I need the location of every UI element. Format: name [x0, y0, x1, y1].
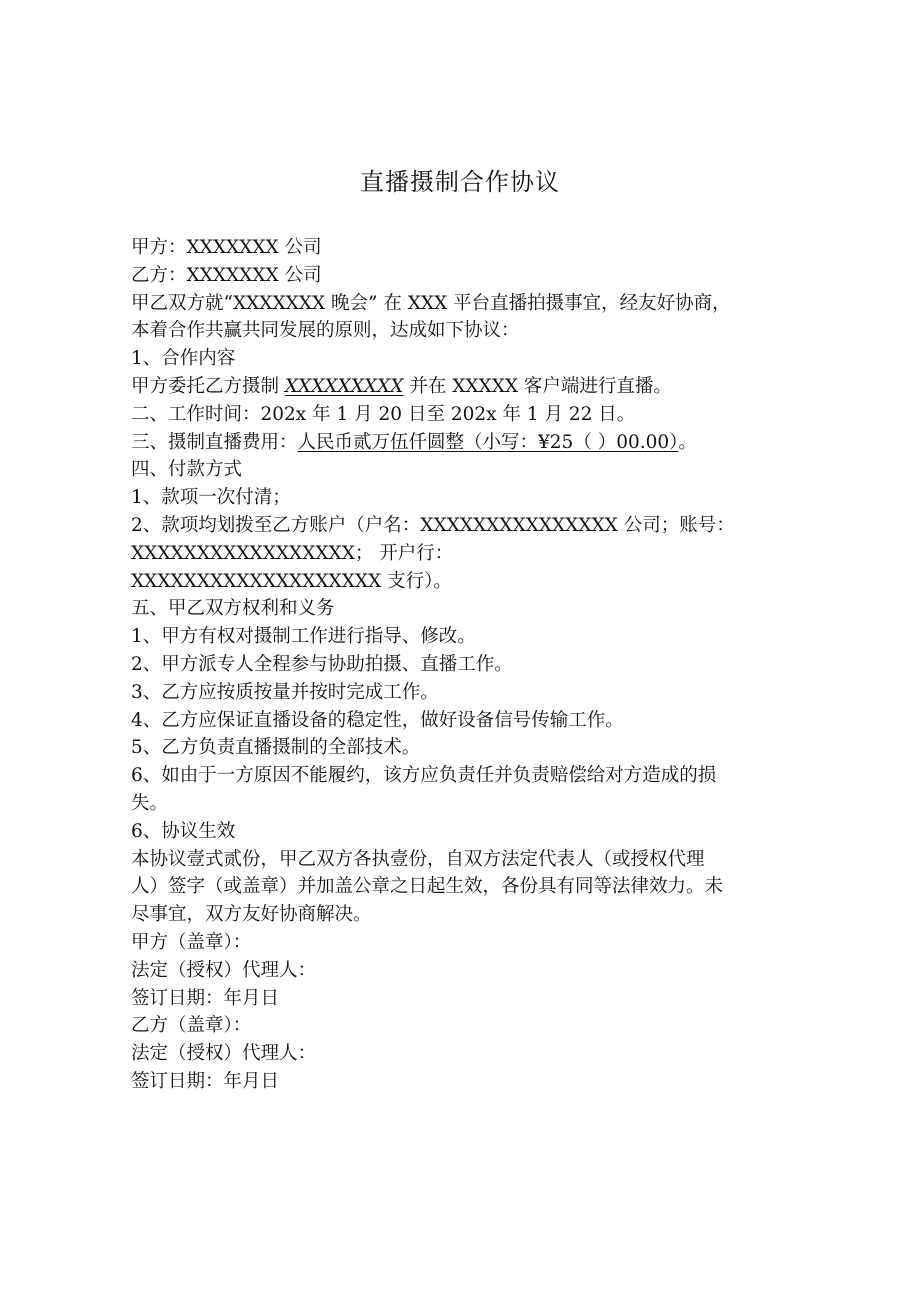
rights-item-2: 2、甲方派专人全程参与协助拍摄、直播工作。 [131, 653, 513, 675]
document-body [131, 234, 781, 1096]
section-cooperation-heading: 1、合作内容 [131, 348, 236, 370]
effect-line-1: 本协议壹式贰份，甲乙双方各执壹份，自双方法定代表人（或授权代理 [131, 848, 705, 870]
party-b-agent-label: 法定（授权）代理人： [131, 1043, 317, 1065]
party-a-seal-label: 甲方（盖章）： [131, 931, 252, 953]
section-rights-heading: 五、甲乙双方权利和义务 [131, 598, 335, 620]
rights-item-6-line-2: 失。 [131, 792, 169, 814]
content-suffix: 并在 XXXXX 客户端进行直播。 [403, 375, 672, 397]
document-title: 直播摄制合作协议 [360, 168, 560, 196]
intro-line-2: 本着合作共赢共同发展的原则，达成如下协议： [131, 320, 520, 342]
effect-line-3: 尽事宜，双方友好协商解决。 [131, 904, 372, 926]
work-time-line: 二、工作时间：202x 年 1 月 20 日至 202x 年 1 月 22 日。 [131, 403, 636, 425]
rights-item-3: 3、乙方应按质按量并按时完成工作。 [131, 681, 439, 703]
party-a-line: 甲方：XXXXXXX 公司 [131, 237, 322, 258]
rights-item-1: 1、甲方有权对摄制工作进行指导、修改。 [131, 626, 476, 648]
section-effect-heading: 6、协议生效 [131, 820, 236, 842]
party-a-date-label: 签订日期：年月日 [131, 987, 280, 1009]
effect-line-2: 人）签字（或盖章）并加盖公章之日起生效，各份具有同等法律效力。未 [131, 876, 724, 898]
fee-suffix: 。 [678, 431, 697, 453]
party-b-line: 乙方：XXXXXXX 公司 [131, 264, 322, 286]
payment-item-1: 1、款项一次付清； [131, 487, 291, 509]
fee-prefix: 三、摄制直播费用： [131, 431, 298, 453]
cooperation-content-line [131, 373, 781, 401]
rights-item-4: 4、乙方应保证直播设备的稳定性，做好设备信号传输工作。 [131, 709, 624, 731]
fee-amount-underlined: 人民币贰万伍仟圆整（小写：¥25（ ）00.00） [297, 431, 679, 453]
rights-item-6-line-1: 6、如由于一方原因不能履约，该方应负责任并负责赔偿给对方造成的损 [131, 765, 717, 787]
party-a-agent-label: 法定（授权）代理人： [131, 959, 317, 981]
rights-item-5: 5、乙方负责直播摄制的全部技术。 [131, 737, 421, 759]
section-payment-heading: 四、付款方式 [131, 459, 243, 481]
fee-line [131, 429, 781, 457]
content-prefix: 甲方委托乙方摄制 [131, 375, 285, 397]
party-b-seal-label: 乙方（盖章）： [131, 1015, 252, 1037]
payment-item-2-line-3: XXXXXXXXXXXXXXXXXXX 支行）。 [131, 570, 452, 592]
project-name-underlined: XXXXXXXXX [284, 375, 404, 397]
payment-item-2-line-1: 2、款项均划拨至乙方账户（户名：XXXXXXXXXXXXXXX 公司；账号： [131, 514, 735, 536]
payment-item-2-line-2: XXXXXXXXXXXXXXXXX； 开户行： [131, 542, 454, 564]
intro-line-1: 甲乙双方就“XXXXXXX 晚会” 在 XXX 平台直播拍摄事宜，经友好协商， [131, 292, 731, 314]
party-b-date-label: 签订日期：年月日 [131, 1070, 280, 1092]
